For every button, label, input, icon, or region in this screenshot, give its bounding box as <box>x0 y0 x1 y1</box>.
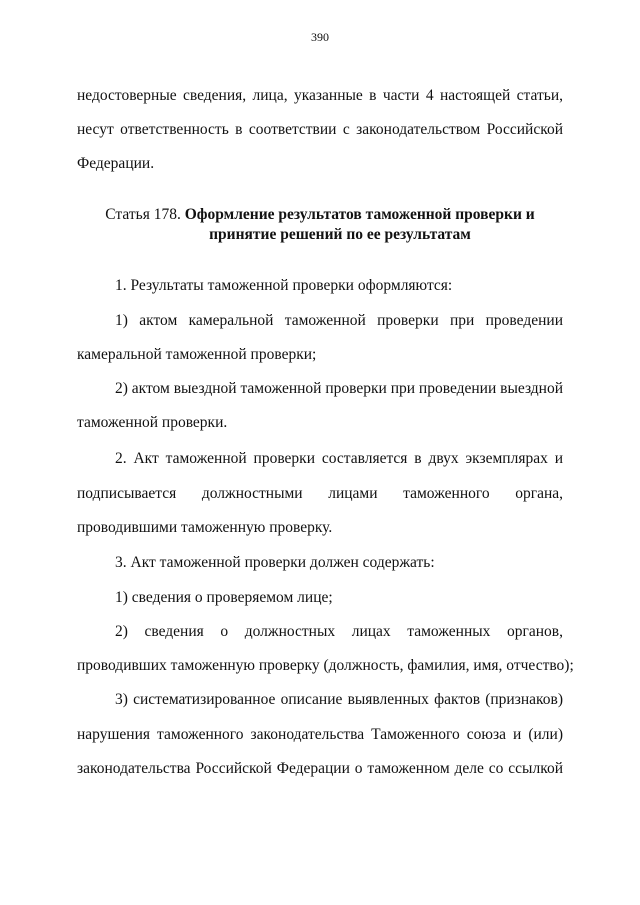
article-number: Статья 178. <box>105 206 181 223</box>
article-title-cont: принятие решений по ее результатам <box>209 226 471 243</box>
article-title: Оформление результатов таможенной проверки и <box>184 206 535 223</box>
paragraph-line: несут ответственность в соответствии с законодательством Российской <box>77 121 563 138</box>
paragraph-line: недостоверные сведения, лица, указанные в части 4 настоящей статьи, <box>77 87 563 104</box>
paragraph-line: проводивших таможенную проверку (должность, фамилия, имя, отчество); <box>77 657 574 674</box>
paragraph-line: Федерации. <box>77 155 155 172</box>
paragraph-line: проводившими таможенную проверку. <box>77 519 333 536</box>
paragraph-line: законодательства Российской Федерации о таможенном деле со ссылкой <box>77 760 563 777</box>
paragraph-line: камеральной таможенной проверки; <box>77 346 317 363</box>
paragraph-line: 3. Акт таможенной проверки должен содержать: <box>115 554 435 571</box>
page-number: 390 <box>311 30 329 44</box>
paragraph-line: 2) сведения о должностных лицах таможенных органов, <box>115 623 563 640</box>
article-heading-line2 <box>0 225 640 245</box>
paragraph-line: нарушения таможенного законодательства Таможенного союза и (или) <box>77 726 563 743</box>
paragraph-line: 1. Результаты таможенной проверки оформляются: <box>115 277 453 294</box>
paragraph-line: 3) систематизированное описание выявленных фактов (признаков) <box>115 691 563 708</box>
article-heading-line1 <box>0 205 640 225</box>
paragraph-line: подписывается должностными лицами таможенного органа, <box>77 485 563 502</box>
paragraph-line: 1) актом камеральной таможенной проверки при проведении <box>115 312 563 329</box>
paragraph-line: 1) сведения о проверяемом лице; <box>115 589 333 606</box>
paragraph-line: 2. Акт таможенной проверки составляется в двух экземплярах и <box>115 450 563 467</box>
paragraph-line: 2) актом выездной таможенной проверки при проведении выездной <box>115 380 564 397</box>
paragraph-line: таможенной проверки. <box>77 414 228 431</box>
